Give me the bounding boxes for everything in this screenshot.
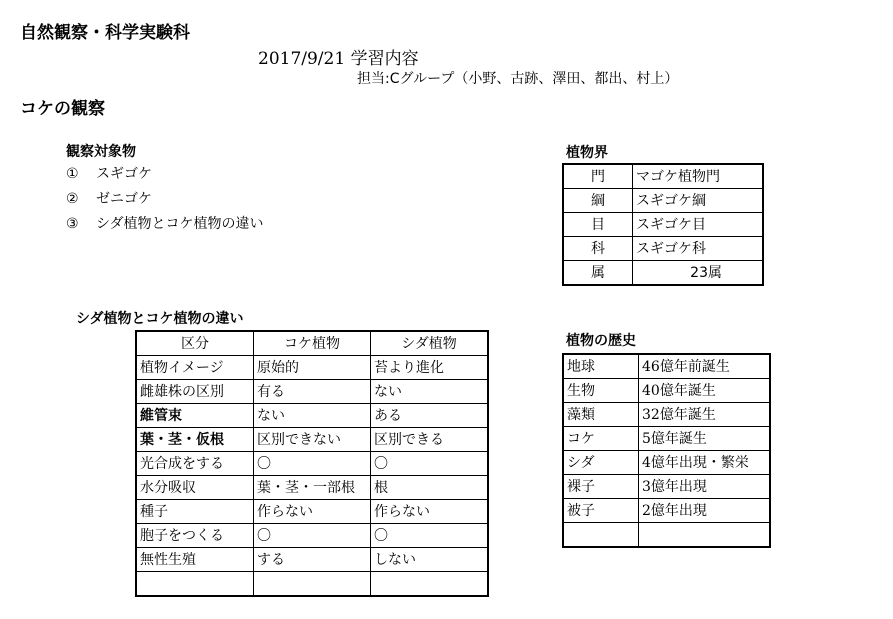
fern-cell: 作らない	[371, 500, 489, 524]
history-value-cell: 3億年出現	[639, 475, 771, 499]
history-table	[562, 353, 771, 548]
owner-line: 担当:Cグループ（小野、古跡、澤田、都出、村上）	[357, 71, 679, 87]
rank-value-cell: スギゴケ綱	[633, 189, 764, 213]
table-row	[136, 452, 488, 476]
moss-cell: する	[254, 548, 371, 572]
moss-cell: 葉・茎・一部根	[254, 476, 371, 500]
fern-cell: ない	[371, 380, 489, 404]
kingdom-table	[562, 163, 764, 286]
history-label-cell: コケ	[563, 427, 639, 451]
rank-value-cell: マゴケ植物門	[633, 164, 764, 189]
category-cell: 無性生殖	[136, 548, 254, 572]
history-value-cell: 5億年誕生	[639, 427, 771, 451]
table-row	[563, 523, 770, 548]
fern-cell: 苔より進化	[371, 356, 489, 380]
table-row	[563, 475, 770, 499]
fern-cell: ある	[371, 404, 489, 428]
category-cell: 水分吸収	[136, 476, 254, 500]
fern-cell	[371, 572, 489, 597]
table-row	[136, 548, 488, 572]
moss-cell: 区別できない	[254, 428, 371, 452]
history-label-cell: シダ	[563, 451, 639, 475]
date-line: 2017/9/21 学習内容	[258, 49, 419, 69]
object-item	[66, 188, 152, 208]
table-row	[563, 237, 763, 261]
history-value-cell: 32億年誕生	[639, 403, 771, 427]
object-item-label: シダ植物とコケ植物の違い	[96, 216, 264, 232]
table-row	[563, 189, 763, 213]
history-value-cell: 2億年出現	[639, 499, 771, 523]
table-row	[563, 427, 770, 451]
fern-cell: 〇	[371, 452, 489, 476]
category-cell: 維管束	[136, 404, 254, 428]
history-value-cell: 40億年誕生	[639, 379, 771, 403]
moss-cell	[254, 572, 371, 597]
table-row	[136, 476, 488, 500]
object-item	[66, 213, 263, 233]
category-cell: 雌雄株の区別	[136, 380, 254, 404]
table-row	[136, 428, 488, 452]
moss-cell: 有る	[254, 380, 371, 404]
category-cell: 胞子をつくる	[136, 524, 254, 548]
object-item-label: スギゴケ	[96, 166, 152, 182]
object-item-number: ②	[66, 191, 79, 207]
column-header: 区分	[136, 331, 254, 356]
rank-cell: 目	[563, 213, 633, 237]
rank-value-cell: スギゴケ科	[633, 237, 764, 261]
history-label-cell: 地球	[563, 354, 639, 379]
category-cell: 植物イメージ	[136, 356, 254, 380]
table-row	[563, 213, 763, 237]
comparison-table	[135, 330, 489, 597]
section-title: コケの観察	[20, 99, 105, 119]
table-row	[136, 572, 488, 597]
rank-cell: 門	[563, 164, 633, 189]
document-title: 自然観察・科学実験科	[20, 23, 190, 43]
table-row	[136, 356, 488, 380]
column-header: コケ植物	[254, 331, 371, 356]
table-row	[563, 379, 770, 403]
table-row	[563, 403, 770, 427]
fern-cell: しない	[371, 548, 489, 572]
object-item	[66, 163, 152, 183]
moss-cell: 〇	[254, 452, 371, 476]
history-label-cell: 裸子	[563, 475, 639, 499]
fern-cell: 区別できる	[371, 428, 489, 452]
history-value-cell: 46億年前誕生	[639, 354, 771, 379]
history-value-cell	[639, 523, 771, 548]
table-row	[136, 404, 488, 428]
history-label-cell: 生物	[563, 379, 639, 403]
rank-value-cell: 23属	[633, 261, 764, 286]
table-row	[563, 164, 763, 189]
compare-heading: シダ植物とコケ植物の違い	[76, 311, 244, 327]
history-label-cell: 被子	[563, 499, 639, 523]
category-cell: 種子	[136, 500, 254, 524]
rank-cell: 属	[563, 261, 633, 286]
rank-value-cell: スギゴケ目	[633, 213, 764, 237]
fern-cell: 根	[371, 476, 489, 500]
category-cell: 葉・茎・仮根	[136, 428, 254, 452]
moss-cell: ない	[254, 404, 371, 428]
history-value-cell: 4億年出現・繁栄	[639, 451, 771, 475]
table-row	[563, 261, 763, 286]
object-item-label: ゼニゴケ	[96, 191, 152, 207]
objects-heading: 観察対象物	[66, 144, 136, 160]
history-label-cell	[563, 523, 639, 548]
object-item-number: ①	[66, 166, 79, 182]
category-cell	[136, 572, 254, 597]
table-row	[563, 451, 770, 475]
object-item-number: ③	[66, 216, 79, 232]
table-header-row	[136, 331, 488, 356]
category-cell: 光合成をする	[136, 452, 254, 476]
column-header: シダ植物	[371, 331, 489, 356]
history-label-cell: 藻類	[563, 403, 639, 427]
rank-cell: 綱	[563, 189, 633, 213]
table-row	[136, 524, 488, 548]
fern-cell: 〇	[371, 524, 489, 548]
moss-cell: 〇	[254, 524, 371, 548]
rank-cell: 科	[563, 237, 633, 261]
table-row	[136, 380, 488, 404]
table-row	[136, 500, 488, 524]
history-heading: 植物の歴史	[566, 333, 636, 349]
moss-cell: 原始的	[254, 356, 371, 380]
moss-cell: 作らない	[254, 500, 371, 524]
kingdom-heading: 植物界	[566, 145, 608, 161]
table-row	[563, 499, 770, 523]
table-row	[563, 354, 770, 379]
